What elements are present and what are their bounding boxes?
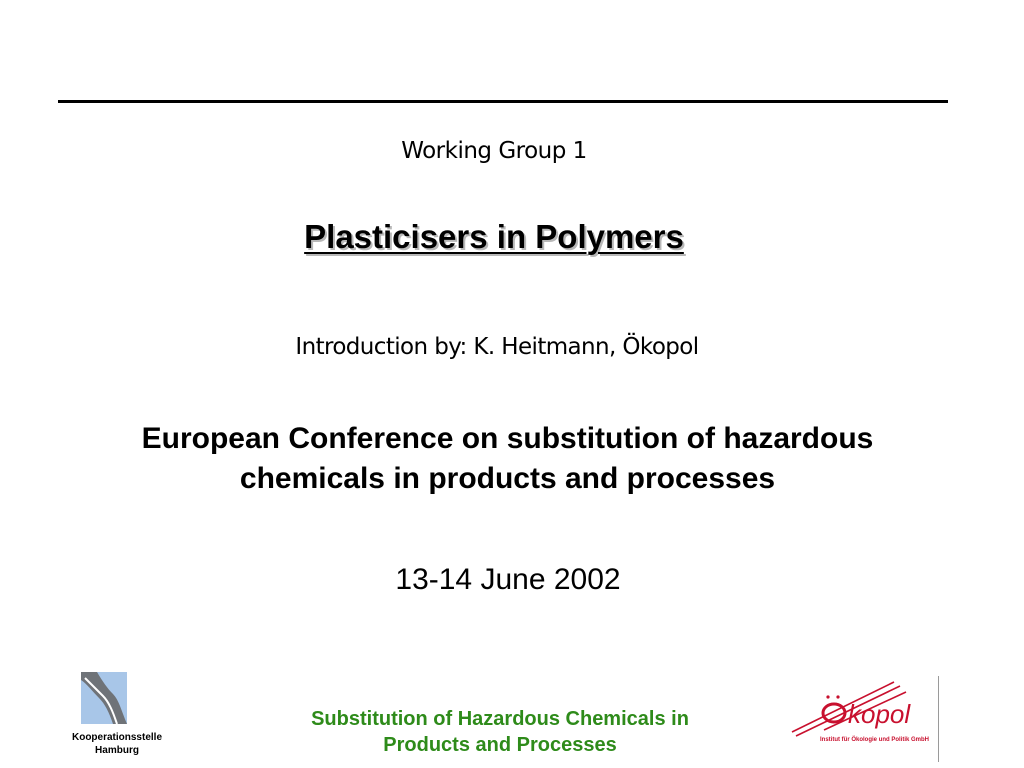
kooperationsstelle-caption — [64, 731, 170, 757]
slide-title: Plasticisers in Polymers — [304, 218, 684, 255]
conference-date: 13-14 June 2002 — [395, 563, 621, 596]
okopol-logo — [790, 680, 940, 750]
slide-subtitle: Working Group 1 — [401, 138, 587, 164]
kooperationsstelle-logo-icon — [81, 672, 127, 724]
conference-name: European Conference on substitution of hazardous chemicals in products and processes — [141, 422, 874, 495]
footer-line-2: Products and Processes — [383, 734, 617, 756]
footer-line-1: Substitution of Hazardous Chemicals in — [311, 708, 689, 730]
top-divider — [58, 100, 948, 103]
kooperationsstelle-name: Kooperationsstelle — [71, 732, 163, 743]
okopol-caption: Institut für Ökologie und Politik GmbH — [820, 737, 929, 743]
footer-title — [240, 706, 760, 758]
kooperationsstelle-city: Hamburg — [95, 745, 139, 756]
right-divider — [938, 676, 939, 762]
svg-text:kopol: kopol — [848, 699, 911, 729]
okopol-logo-icon — [790, 680, 940, 738]
introduction-line: Introduction by: K. Heitmann, Ökopol — [295, 334, 699, 360]
kooperationsstelle-logo — [64, 672, 170, 758]
